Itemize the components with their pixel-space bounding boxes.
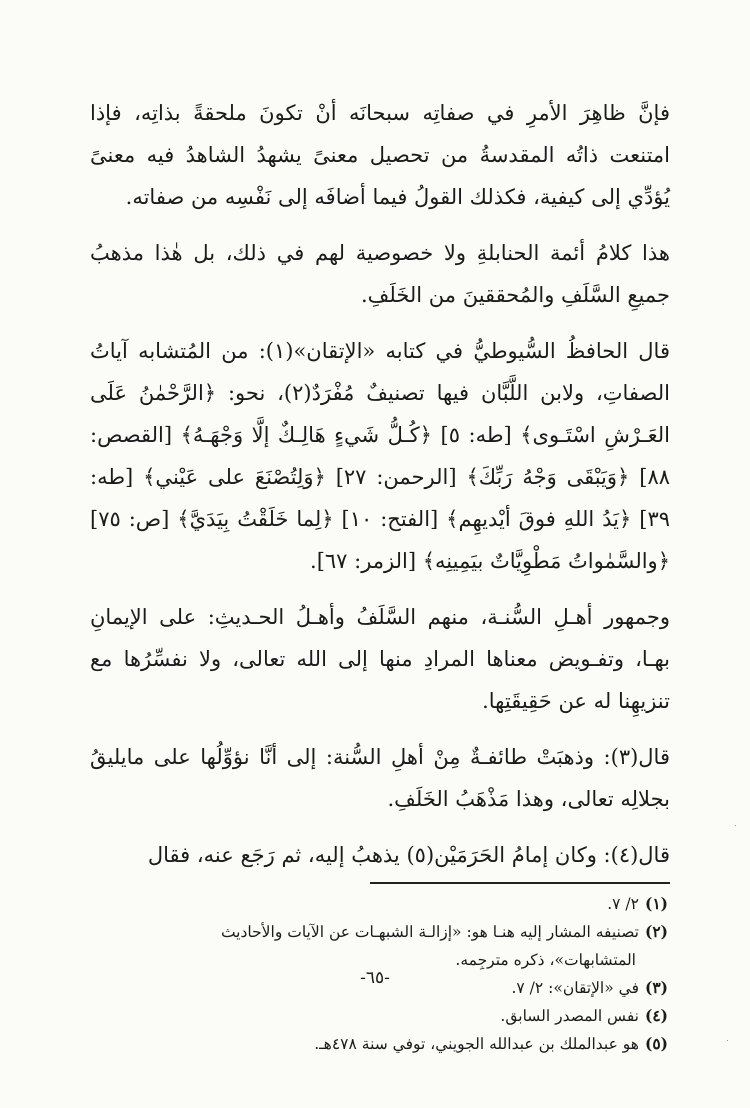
page-number: -٦٥-: [360, 968, 390, 988]
footnote-number: (٣): [644, 978, 668, 997]
footnote-text: تصنيفه المشار إليه هنـا هو: «إزالـة الشبهـات عن الآيات والأحاديث: [220, 923, 639, 941]
footnote-number: (٢): [644, 922, 668, 941]
footnote-2-continuation: المتشابهات»، ذكره مترجِمه.: [455, 951, 636, 969]
footnote-2: [90, 918, 670, 946]
footnote-text: ٢/ ٧.: [607, 895, 639, 913]
page-body: [90, 92, 670, 1058]
footnote-number: (٤): [644, 1006, 668, 1025]
footnote-text: نفس المصدر السابق.: [500, 1007, 639, 1025]
footnote-number: (١): [644, 894, 668, 913]
footnote-1: [90, 890, 670, 918]
paragraph-2: هذا كلامُ أئمة الحنابلةِ ولا خصوصية لهم في ذلك، بل هٰذا مذهبُ جميعِ السَّلَفِ والمُحققينَ من الخَلَفِ.: [90, 241, 670, 307]
paragraph-6: قال(٤): وكان إمامُ الحَرَمَيْن(٥) يذهبُ إليه، ثم رَجَع عنه، فقال: [147, 843, 670, 867]
footnote-text: في «الإتقان»: ٢/ ٧.: [511, 979, 639, 997]
paragraph-4: وجمهور أهـلِ السُّنـة، منهم السَّلَفُ وأهـلُ الحـديثِ: على الإيمانِ بهـا، وتفـويض معناها المرادِ منها إلى الله تعالى، ولا نفسِّرُها مع تنزيهِنا له عن حَقِيقَتِها.: [90, 605, 670, 713]
footnote-number: (٥): [644, 1034, 668, 1053]
paragraph-3: قال الحافظُ السُّيوطيُّ في كتابه «الإتقان»(١): من المُتشابه آياتُ الصفاتِ، ولابن اللَّبَّان فيها تصنيفٌ مُفْرَدٌ(٢)، نحو: ﴿الرَّحْمٰنُ عَلَى العَـرْشِ اسْتَـوى﴾ [طه: ٥] ﴿كُـلُّ شَيءٍ هَالِـكٌ إلَّا وَجْهَـهُ﴾ [القصص: ٨٨] ﴿وَيَبْقَى وَجْهُ رَبِّكَ﴾ [الرحمن: ٢٧] ﴿وَلِتُصْنَعَ على عَيْني﴾ [طه: ٣٩] ﴿يَدُ اللهِ فوقَ أيْديهِم﴾ [الفتح: ١٠] ﴿لِما خَلَقْتُ بِيَدَيَّ﴾ [ص: ٧٥] ﴿والسَّمٰواتُ مَطْوِيَّاتٌ بيَمِينِه﴾ [الزمر: ٦٧].: [90, 339, 670, 573]
paragraph-5: قال(٣): وذهبَتْ طائفـةٌ مِنْ أهلِ السُّنة: إلى أنَّا نؤوِّلُها على مايليقُ بجلالِه تعالى، وهذا مَذْهَبُ الخَلَفِ.: [90, 745, 670, 811]
footnote-text: هو عبدالملك بن عبدالله الجويني، توفي سنة ٤٧٨هـ.: [314, 1035, 639, 1053]
footnote-divider: [370, 882, 670, 884]
paragraph-1: فإنَّ ظاهِرَ الأمرِ في صفاتِه سبحانَه أنْ تكونَ ملحقةً بذاتِه، فإذا امتنعت ذاتُه المقدسةُ من تحصيل معنىً يشهدُ الشاهدُ فيه معنىً يُؤدِّي إلى كيفية، فكذلك القولُ فيما أضافَه إلى نَفْسِه من صفاته.: [90, 101, 670, 209]
footnote-5: [90, 1030, 670, 1058]
scan-speck: [735, 825, 736, 826]
scan-speck: [727, 1040, 728, 1041]
footnote-4: [90, 1002, 670, 1030]
